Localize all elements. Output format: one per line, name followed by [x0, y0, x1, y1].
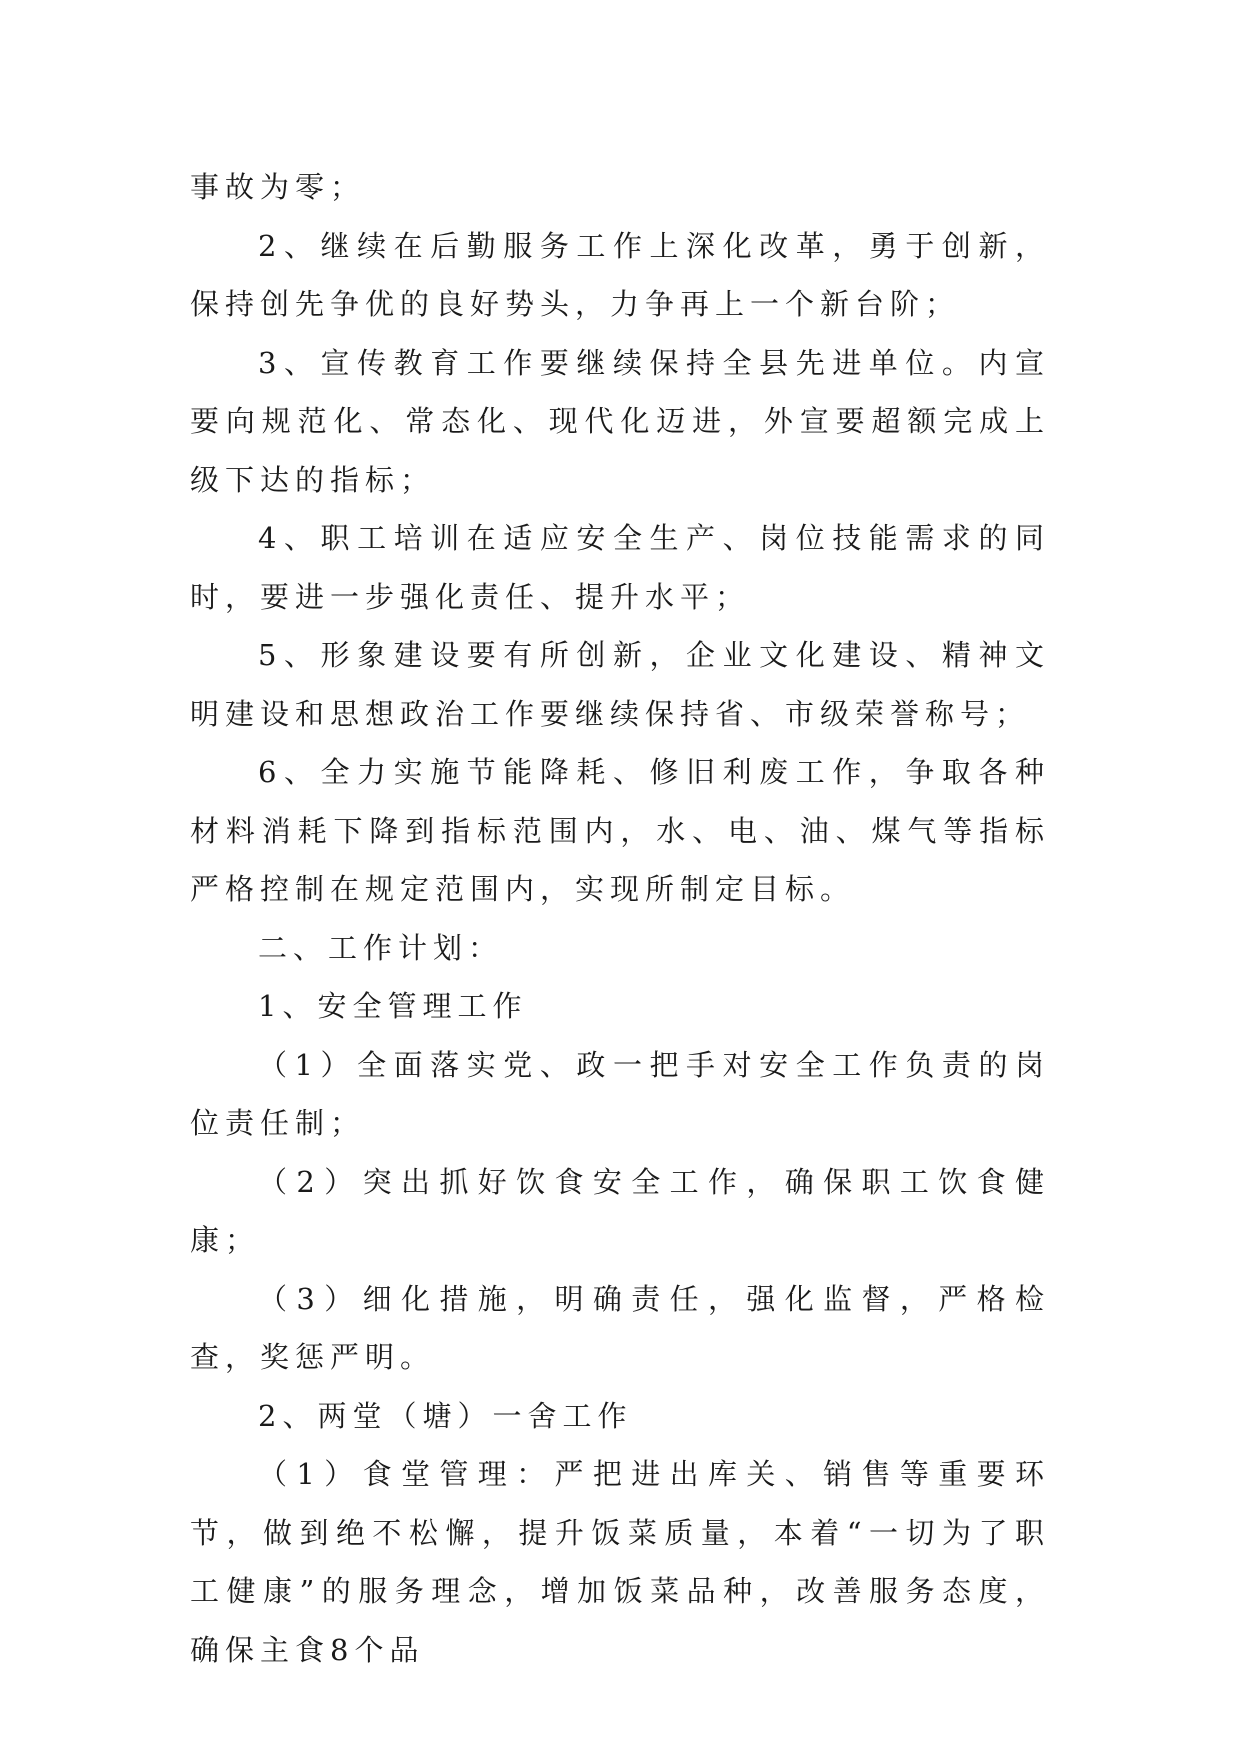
paragraph-goal-5: 5、形象建设要有所创新，企业文化建设、精神文明建设和思想政治工作要继续保持省、市级荣誉称号； — [190, 638, 1050, 731]
paragraph-continuation: 事故为零； — [190, 170, 366, 204]
paragraph-goal-2: 2、继续在后勤服务工作上深化改革，勇于创新，保持创先争优的良好势头，力争再上一个新台阶； — [190, 228, 1050, 321]
paragraph-goal-6: 6、全力实施节能降耗、修旧利废工作，争取各种材料消耗下降到指标范围内，水、电、油、煤气等指标严格控制在规定范围内，实现所制定目标。 — [190, 755, 1050, 906]
paragraph-safety-2: （2）突出抓好饮食安全工作，确保职工饮食健康； — [190, 1164, 1050, 1257]
paragraph-safety-3: （3）细化措施，明确责任，强化监督，严格检查，奖惩严明。 — [190, 1281, 1050, 1374]
document-body — [190, 158, 1050, 1679]
paragraph-safety-1: （1）全面落实党、政一把手对安全工作负责的岗位责任制； — [190, 1047, 1050, 1140]
subsection-heading-safety: 1、安全管理工作 — [258, 989, 528, 1023]
subsection-heading-canteen: 2、两堂（塘）一舍工作 — [258, 1398, 633, 1433]
paragraph-canteen-1: （1）食堂管理：严把进出库关、销售等重要环节，做到绝不松懈，提升饭菜质量，本着“一切为了职工健康”的服务理念，增加饭菜品种，改善服务态度，确保主食8个品 — [190, 1457, 1050, 1667]
paragraph-goal-4: 4、职工培训在适应安全生产、岗位技能需求的同时，要进一步强化责任、提升水平； — [190, 521, 1050, 614]
paragraph-goal-3: 3、宣传教育工作要继续保持全县先进单位。内宣要向规范化、常态化、现代化迈进，外宣要超额完成上级下达的指标； — [190, 345, 1050, 497]
section-heading-work-plan: 二、工作计划： — [258, 930, 504, 965]
